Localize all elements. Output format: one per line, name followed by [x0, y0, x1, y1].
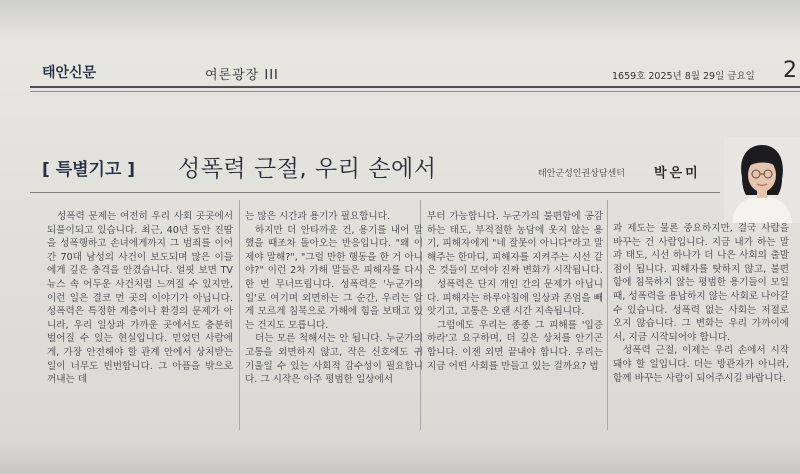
article-tag: [ 특별기고 ] — [42, 160, 136, 180]
paragraph: 는 많은 시간과 용기가 필요합니다. — [245, 211, 390, 222]
article-column-3 — [427, 210, 603, 373]
article-column-4 — [613, 222, 789, 385]
paragraph: 하지만 더 안타까운 건, 용기를 내어 말했을 때조차 돌아오는 반응입니다. "왜 이제야 말해?", "그럴 만한 행동을 한 거 아니야?" 이런 2차 가해 말들은 피해자를 다시 한 번 무너뜨립니다. 성폭력은 '누군가의 일'로 여기며 외면하는 그 순간, 우리는 알게 모르게 침묵으로 가해에 힘을 보태고 있는 건지도 모릅니다. — [245, 224, 423, 331]
column-divider — [607, 200, 608, 430]
page-fold-shadow — [0, 0, 800, 40]
paragraph: 성폭력 문제는 여전히 우리 사회 곳곳에서 되풀이되고 있습니다. 최근, 40년 동안 진땀을 성폭행하고 손녀에게까지 그 범죄를 이어간 70대 남성의 사건이 보도되며 많은 이들에게 깊은 충격을 안겼습니다. 얼핏 보면 TV 뉴스 속 어두운 사건처럼 느껴질 수 있지만, 이런 일은 결코 먼 곳의 이야기가 아닙니다. 성폭력은 특정한 계층이나 환경의 문제가 아니라, 우리 일상과 가까운 곳에서도 충분히 벌어질 수 있는 현실입니다. 믿었던 사람에게, 가장 안전해야 할 관계 안에서 상처받는 일이 너무도 빈번합니다. 그 아픔을 밖으로 꺼내는 데 — [47, 211, 233, 386]
article-column-1 — [47, 210, 233, 387]
issue-date: 1659호 2025년 8월 29일 금요일 — [612, 71, 755, 82]
article-header — [30, 150, 800, 190]
paragraph: 더는 모른 척해서는 안 됩니다. 누군가의 고통을 외면하지 않고, 작은 신호에도 귀 기울일 수 있는 사회적 감수성이 필요합니다. 그 시작은 아주 평범한 일상에서 — [245, 333, 423, 386]
section-title: 여론광장 III — [205, 68, 279, 83]
page-number: 2 — [783, 58, 797, 83]
newspaper-brand: 태안신문 — [42, 65, 97, 81]
author-name: 박은미 — [654, 166, 701, 181]
author-organization: 태안군성인권상담센터 — [538, 169, 625, 179]
column-divider — [239, 200, 240, 430]
paragraph: 과 제도는 물론 중요하지만, 결국 사람을 바꾸는 건 사람입니다. 지금 내가 하는 말과 태도, 시선 하나가 더 나은 사회의 출발점이 됩니다. 피해자를 탓하지 않고, 불편함에 침묵하지 않는 평범한 용기들이 모일 때, 성폭력을 용납하지 않는 사회로 나아갈 수 있습니다. 성폭력 없는 사회는 저절로 오지 않습니다. 그 변화는 우리 가까이에서, 지금 시작되어야 합니다. — [613, 223, 789, 343]
author-photo — [724, 137, 800, 223]
paragraph: 성폭력은 단지 개인 간의 문제가 아닙니다. 피해자는 하루아침에 일상과 존엄을 빼앗기고, 고통은 오랜 시간 지속됩니다. — [427, 278, 603, 318]
paragraph: 부터 가능합니다. 누군가의 불편함에 공감하는 태도, 부적절한 농담에 웃지 않는 용기, 피해자에게 "네 잘못이 아니다"라고 말해주는 한마디, 피해자를 지켜주는 시선 같은 것들이 모여야 진짜 변화가 시작됩니다. — [427, 211, 603, 277]
paragraph: 그럼에도 우리는 종종 그 피해를 '입증하라'고 요구하며, 더 깊은 상처를 안기곤 합니다. 이젠 외면 끝내야 합니다. 우리는 지금 어떤 사회를 만들고 있는 걸까요? 법 — [427, 319, 603, 372]
paragraph: 성폭력 근절, 이제는 우리 손에서 시작돼야 할 일입니다. 더는 방관자가 아니라, 함께 바꾸는 사람이 되어주시길 바랍니다. — [613, 345, 789, 384]
masthead-rule-thin — [30, 91, 800, 92]
masthead-rule — [30, 86, 800, 88]
header-divider — [30, 192, 720, 193]
article-column-2 — [245, 210, 423, 387]
bottom-shadow — [0, 440, 800, 474]
masthead — [0, 58, 800, 84]
article-title: 성폭력 근절, 우리 손에서 — [178, 156, 437, 182]
